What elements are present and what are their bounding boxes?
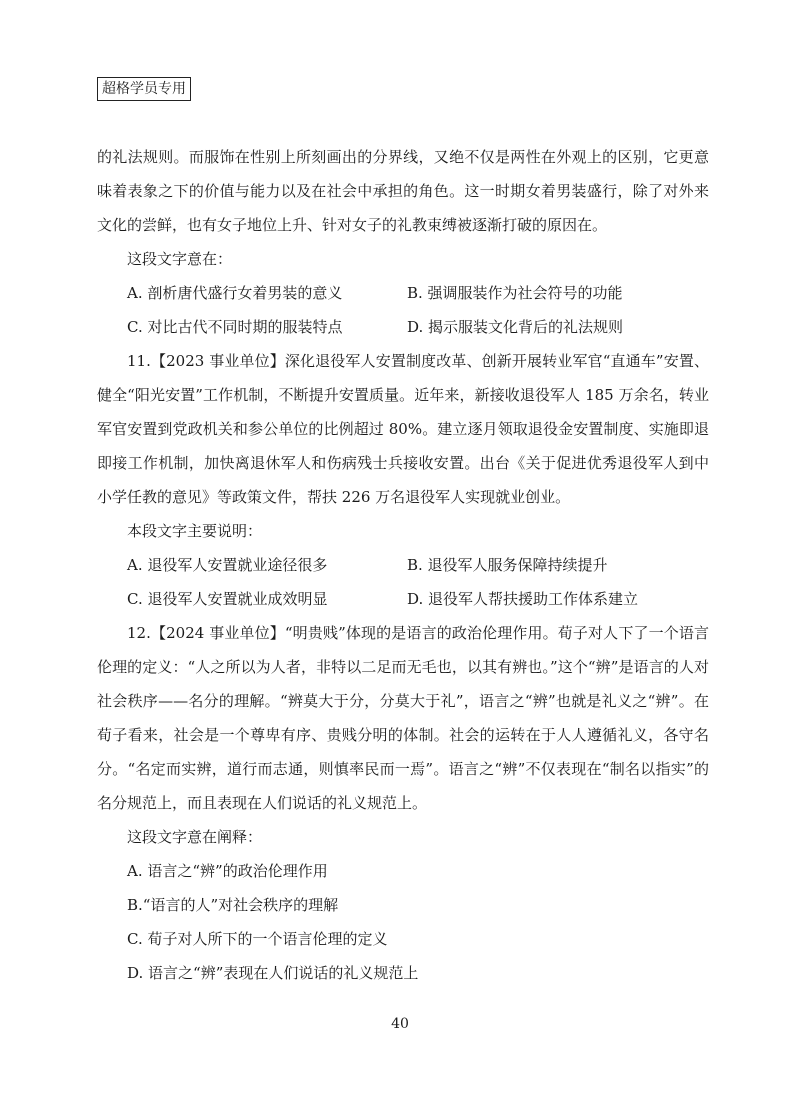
q10-option-a[interactable]: A. 剖析唐代盛行女着男装的意义 (127, 284, 343, 302)
q12-prompt: 这段文字意在阐释： (127, 828, 263, 846)
q10-prompt: 这段文字意在： (127, 250, 233, 268)
student-exclusive-badge: 超格学员专用 (97, 77, 191, 101)
q12-option-b[interactable]: B.“语言的人”对社会秩序的理解 (127, 896, 339, 914)
q11-option-c[interactable]: C. 退役军人安置就业成效明显 (127, 590, 328, 608)
q10-option-d[interactable]: D. 揭示服装文化背后的礼法规则 (407, 318, 624, 336)
q12-option-a[interactable]: A. 语言之“辨”的政治伦理作用 (127, 862, 328, 880)
q12-passage: 12.【2024 事业单位】“明贵贱”体现的是语言的政治伦理作用。荀子对人下了一个语言伦理的定义：“人之所以为人者，非特以二足而无毛也，以其有辨也。”这个“辨”是语言的人对社会秩序——名分的理解。“辨莫大于分，分莫大于礼”，语言之“辨”也就是礼义之“辨”。在荀子看来，社会是一个尊卑有序、贵贱分明的体制。社会的运转在于人人遵循礼义，各守名分。“名定而实辨，道行而志通，则慎率民而一焉”。语言之“辨”不仅表现在“制名以指实”的名分规范上，而且表现在人们说话的礼义规范上。 (97, 624, 709, 812)
q12-option-c[interactable]: C. 荀子对人所下的一个语言伦理的定义 (127, 930, 388, 948)
q11-option-a[interactable]: A. 退役军人安置就业途径很多 (127, 556, 328, 574)
q10-options-row-1 (97, 276, 709, 310)
q11-passage: 11.【2023 事业单位】深化退役军人安置制度改革、创新开展转业军官“直通车”安置、健全“阳光安置”工作机制，不断提升安置质量。近年来，新接收退役军人 185 万余名，转业军官安置到党政机关和参公单位的比例超过 80%。建立逐月领取退役金安置制度、实施即退即接工作机制，加快离退休军人和伤病残士兵接收安置。出台《关于促进优秀退役军人到中小学任教的意见》等政策文件，帮扶 226 万名退役军人实现就业创业。 (97, 352, 709, 506)
q10-options-row-2 (97, 310, 709, 344)
question-content (97, 140, 709, 990)
q12-option-d[interactable]: D. 语言之“辨”表现在人们说话的礼义规范上 (127, 964, 419, 982)
q10-passage: 的礼法规则。而服饰在性别上所刻画出的分界线，又绝不仅是两性在外观上的区别，它更意味着表象之下的价值与能力以及在社会中承担的角色。这一时期女着男装盛行，除了对外来文化的尝鲜，也有女子地位上升、针对女子的礼教束缚被逐渐打破的原因在。 (97, 148, 709, 234)
q10-option-b[interactable]: B. 强调服装作为社会符号的功能 (407, 284, 623, 302)
q10-option-c[interactable]: C. 对比古代不同时期的服装特点 (127, 318, 343, 336)
q11-options-row-1 (97, 548, 709, 582)
q11-option-d[interactable]: D. 退役军人帮扶援助工作体系建立 (407, 590, 639, 608)
q11-option-b[interactable]: B. 退役军人服务保障持续提升 (407, 556, 608, 574)
q11-options-row-2 (97, 582, 709, 616)
page-number: 40 (391, 1016, 409, 1032)
q11-prompt: 本段文字主要说明： (127, 522, 263, 540)
